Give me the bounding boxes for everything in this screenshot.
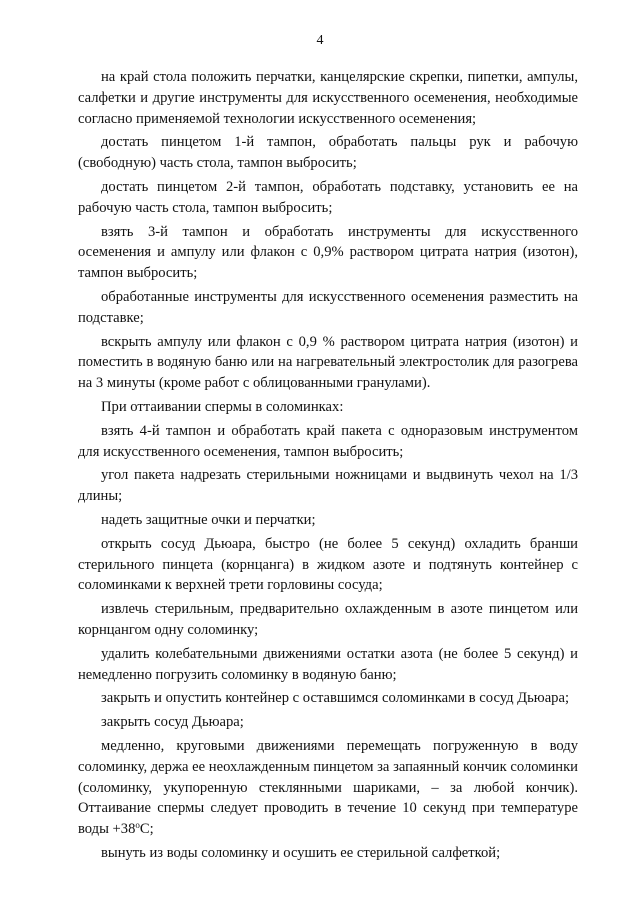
paragraph-straws-heading: При оттаивании спермы в соломинках: [101, 398, 344, 415]
paragraph-lower-container: закрыть и опустить контейнер с оставшимся соломинками в сосуд Дьюара; [101, 690, 569, 707]
paragraph-dry-straw: вынуть из воды соломинку и осушить ее стерильной салфеткой; [101, 844, 501, 861]
paragraph-tampon-3: взять 3-й тампон и обработать инструменты для искусственного осеменения и ампулу или флакон с 0,9% раствором цитрата натрия (изотон), тампон выбросить; [78, 223, 578, 282]
paragraph-thawing [78, 736, 578, 840]
page-number: 4 [316, 33, 324, 48]
paragraph-close-dewar: закрыть сосуд Дьюара; [101, 714, 244, 731]
paragraph-tampon-2: достать пинцетом 2-й тампон, обработать подставку, установить ее на рабочую часть стола, тампон выбросить; [78, 178, 578, 216]
paragraph-tampon-4: взять 4-й тампон и обработать край пакета с одноразовым инструментом для искусственного осеменения, тампон выбросить; [78, 422, 578, 460]
document-body [78, 67, 578, 864]
thawing-text: медленно, круговыми движениями перемещать погруженную в воду соломинку, держа ее неохлажденным пинцетом за запаянный кончик соломинки (соломинку, укупоренную стеклянными шариками, – за любой кончик). Оттаивание спермы следует проводить в течение 10 секунд при температуре воды +38 [78, 737, 578, 838]
paragraph-goggles-gloves: надеть защитные очки и перчатки; [101, 511, 316, 528]
paragraph-instruments-on-table: на край стола положить перчатки, канцелярские скрепки, пипетки, ампулы, салфетки и другие инструменты для искусственного осеменения, необходимые согласно применяемой технологии искусственного осеменения; [78, 69, 578, 127]
paragraph-remove-nitrogen: удалить колебательными движениями остатки азота (не более 5 секунд) и немедленно погрузить соломинку в водяную баню; [78, 645, 578, 683]
paragraph-extract-straw: извлечь стерильным, предварительно охлажденным в азоте пинцетом или корнцангом одну соломинку; [78, 601, 578, 638]
degree-superscript: о [135, 820, 140, 831]
paragraph-open-dewar: открыть сосуд Дьюара, быстро (не более 5 секунд) охладить бранши стерильного пинцета (корнцанга) в жидком азоте и подтянуть контейнер с соломинками к верхней трети горловины сосуда; [78, 535, 578, 594]
paragraph-open-ampoule: вскрыть ампулу или флакон с 0,9 % раствором цитрата натрия (изотон) и поместить в водяную баню или на нагревательный электростолик для разогрева на 3 минуты (кроме работ с облицованными гранулами). [78, 333, 578, 392]
thawing-unit: С; [139, 821, 154, 838]
paragraph-place-instruments: обработанные инструменты для искусственного осеменения разместить на подставке; [78, 288, 578, 326]
paragraph-tampon-1: достать пинцетом 1-й тампон, обработать пальцы рук и рабочую (свободную) часть стола, тампон выбросить; [78, 134, 578, 172]
paragraph-cut-package: угол пакета надрезать стерильными ножницами и выдвинуть чехол на 1/3 длины; [78, 467, 578, 505]
